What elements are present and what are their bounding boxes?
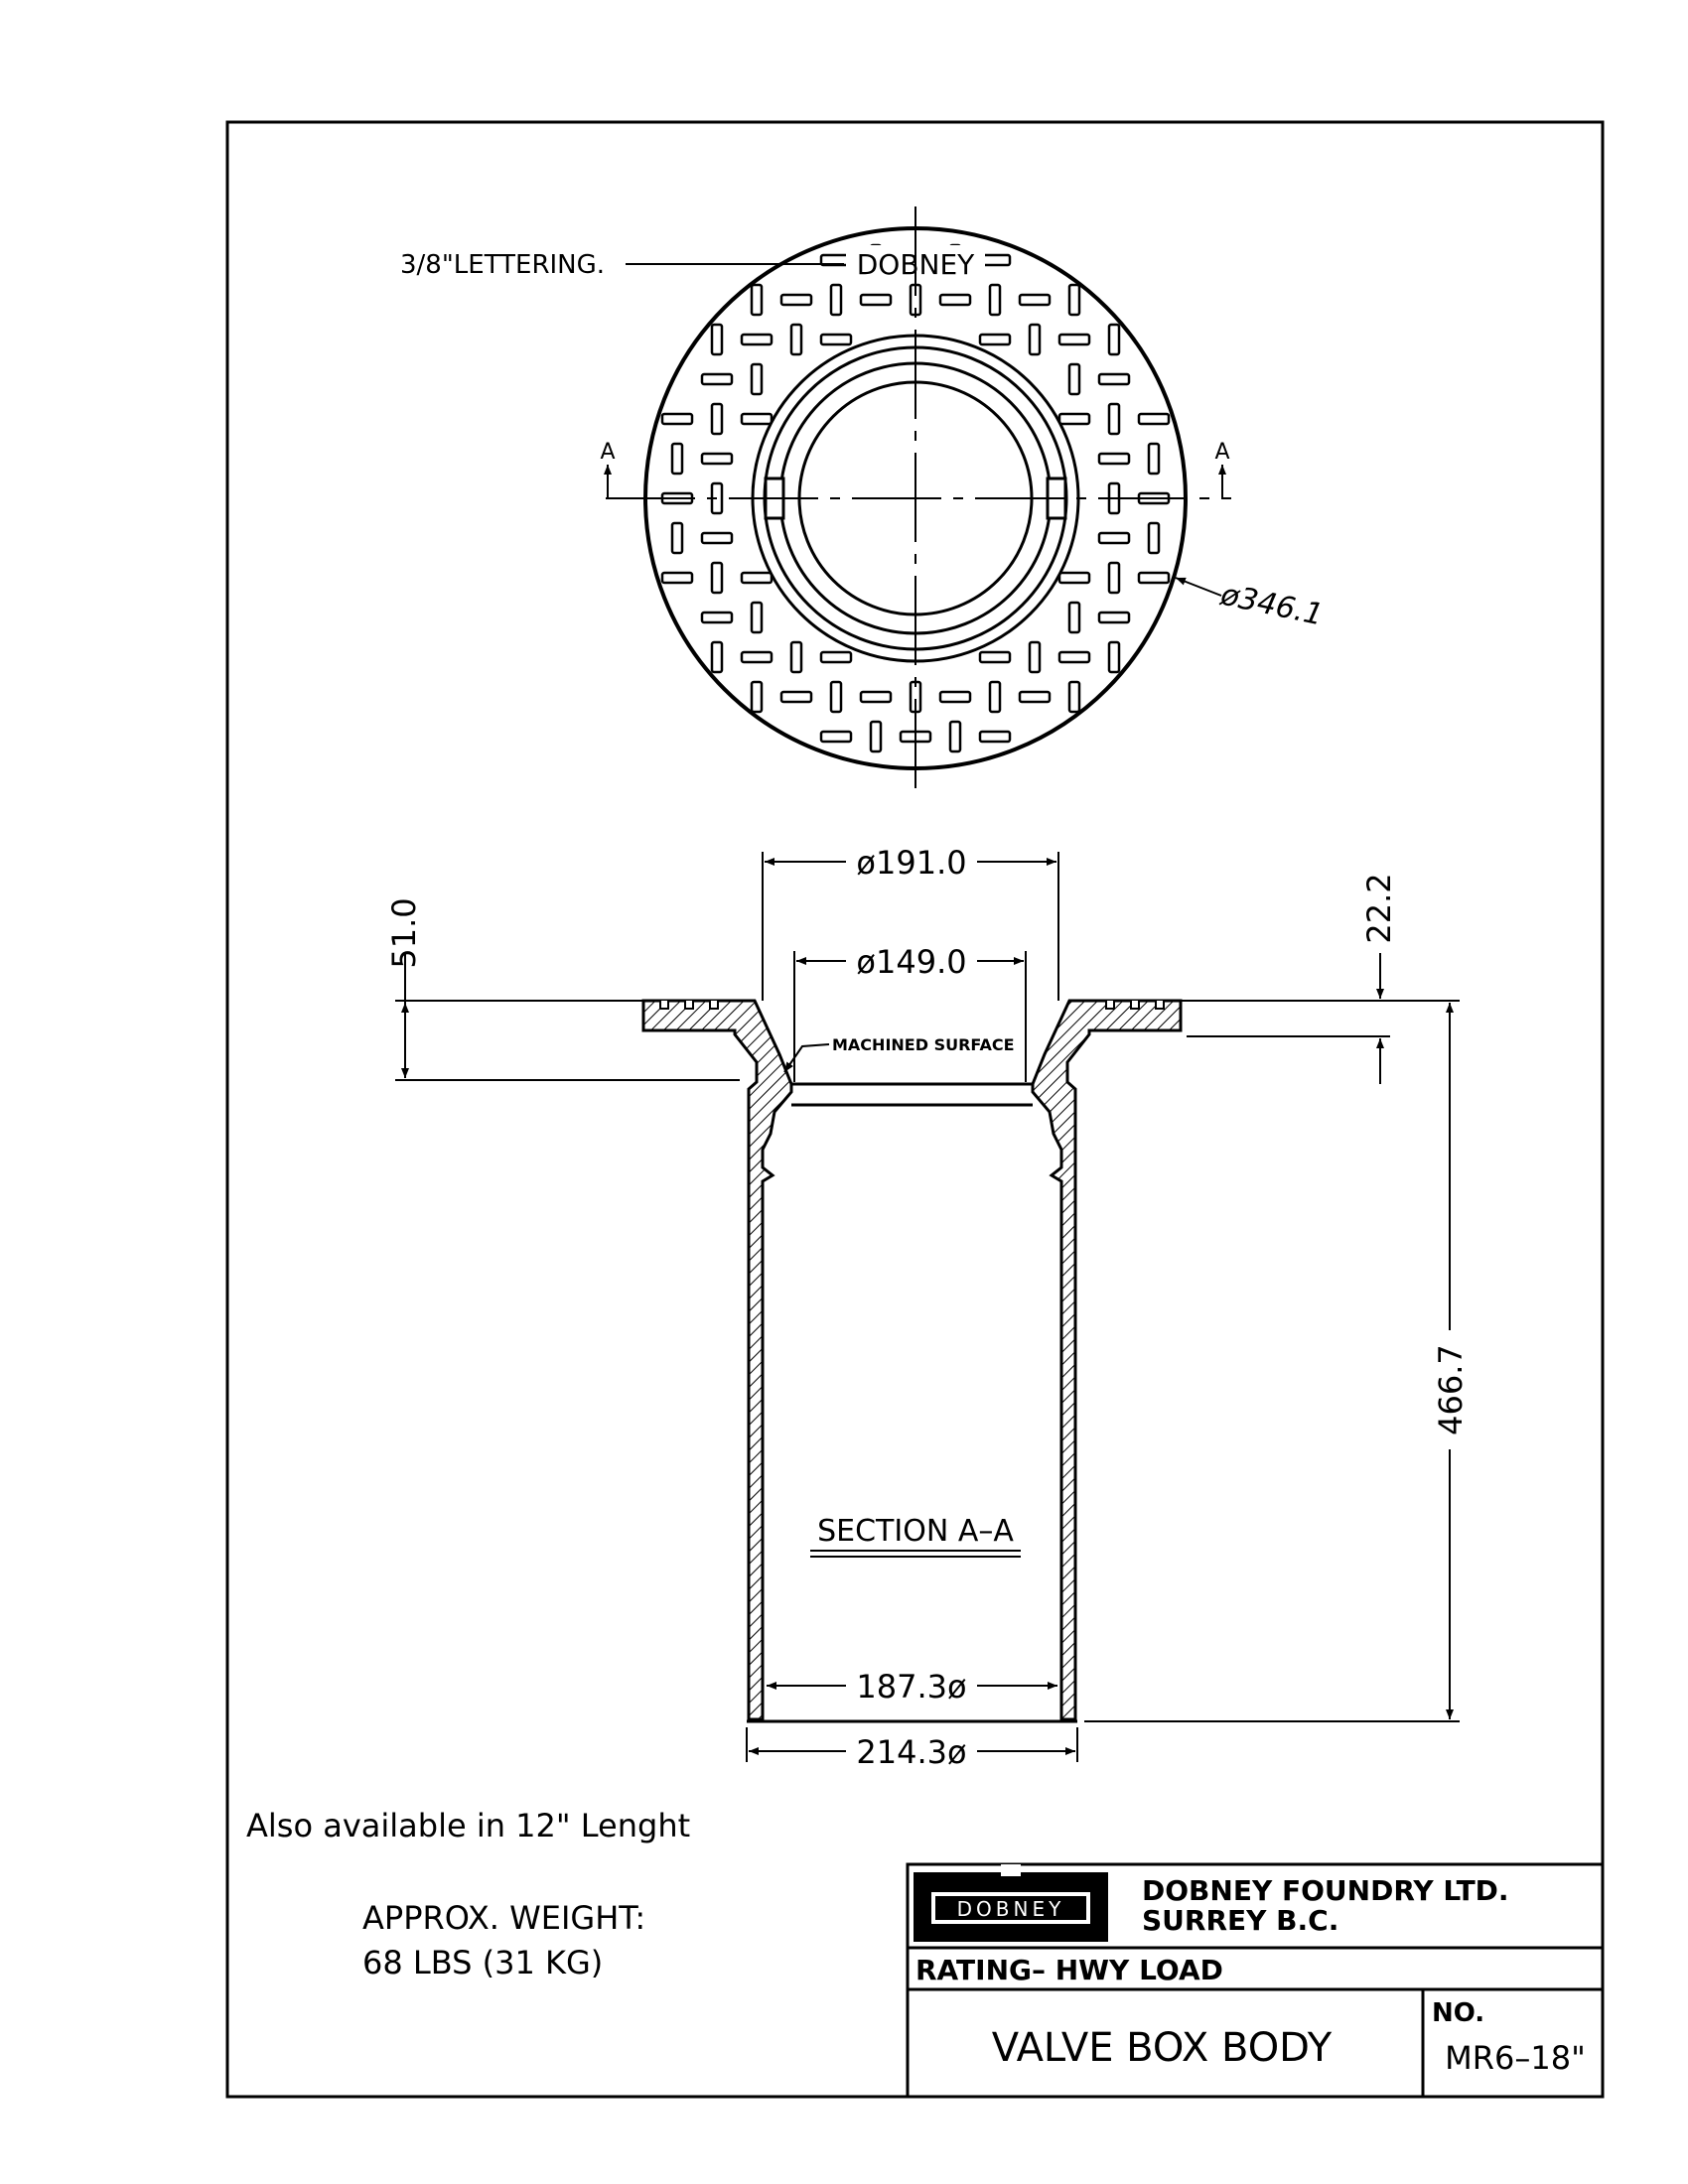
- tread-bar: [1149, 444, 1159, 474]
- tread-bar: [1069, 285, 1079, 315]
- tread-bar: [742, 414, 772, 424]
- tread-bar: [781, 295, 811, 305]
- company-location: SURREY B.C.: [1142, 1904, 1339, 1937]
- dobney-logo: [914, 1864, 1108, 1942]
- tread-bar: [752, 285, 762, 315]
- tread-bar: [950, 722, 960, 751]
- tread-bar: [1109, 563, 1119, 593]
- tread-bar: [1069, 364, 1079, 394]
- weight-value: 68 LBS (31 KG): [362, 1944, 604, 1981]
- dim-149-label: ø149.0: [856, 943, 967, 981]
- lettering-note: 3/8"LETTERING.: [400, 250, 606, 280]
- tread-bar: [861, 692, 891, 702]
- drawing-title: VALVE BOX BODY: [991, 2025, 1333, 2071]
- tread-bar: [702, 613, 732, 622]
- tread-bar: [871, 722, 881, 751]
- tread-bar: [712, 642, 722, 672]
- tread-bar: [1099, 374, 1129, 384]
- svg-text:DOBNEY: DOBNEY: [956, 1897, 1065, 1921]
- tread-bar: [662, 573, 692, 583]
- outer-diameter-leader: [1176, 578, 1221, 596]
- dim-187-label: 187.3ø: [856, 1668, 967, 1706]
- tread-bar: [781, 692, 811, 702]
- tread-bar: [990, 682, 1000, 712]
- tread-bar: [980, 652, 1010, 662]
- tread-bar: [1099, 613, 1129, 622]
- tread-bar: [940, 692, 970, 702]
- tread-bar: [1059, 652, 1089, 662]
- company-name: DOBNEY FOUNDRY LTD.: [1142, 1874, 1509, 1907]
- tread-bar: [861, 295, 891, 305]
- tread-bar: [752, 364, 762, 394]
- tread-bar: [1059, 414, 1089, 424]
- tread-bar: [712, 404, 722, 434]
- dim-22-label: 22.2: [1360, 873, 1398, 944]
- tread-bar: [1020, 295, 1050, 305]
- tread-bar: [1109, 325, 1119, 354]
- dim-214-label: 214.3ø: [856, 1733, 967, 1771]
- tread-bar: [1149, 523, 1159, 553]
- plan-view: [400, 206, 1327, 794]
- tread-bar: [1030, 642, 1040, 672]
- tread-bar: [712, 563, 722, 593]
- tread-bar: [1109, 642, 1119, 672]
- section-wall-left: [643, 1001, 791, 1719]
- tread-bar: [831, 285, 841, 315]
- tread-bar: [672, 444, 682, 474]
- tread-bar: [940, 295, 970, 305]
- tread-bar: [791, 642, 801, 672]
- tread-bar: [702, 533, 732, 543]
- tread-bar: [821, 732, 851, 742]
- dim-466-label: 466.7: [1432, 1344, 1470, 1435]
- tread-bar: [1109, 404, 1119, 434]
- section-marker-right-label: A: [1214, 440, 1230, 465]
- tread-bar: [791, 325, 801, 354]
- dim-51-label: 51.0: [385, 897, 423, 969]
- tread-bar: [990, 285, 1000, 315]
- tread-bar: [1139, 414, 1169, 424]
- tread-bar: [752, 682, 762, 712]
- tread-bar: [752, 603, 762, 632]
- tread-bar: [1139, 573, 1169, 583]
- tread-bar: [702, 374, 732, 384]
- weight-label: APPROX. WEIGHT:: [362, 1899, 646, 1937]
- drawing-no-value: MR6–18": [1445, 2039, 1586, 2077]
- tread-bar: [702, 454, 732, 464]
- tread-bar: [1059, 573, 1089, 583]
- tread-bar: [1059, 335, 1089, 344]
- section-wall-right: [1033, 1001, 1181, 1719]
- tread-bar: [672, 523, 682, 553]
- tread-bar: [742, 573, 772, 583]
- tread-bar: [742, 652, 772, 662]
- cover-lettering: DOBNEY: [856, 248, 975, 281]
- machined-leader: [784, 1044, 829, 1072]
- rating-label: RATING– HWY LOAD: [915, 1954, 1223, 1986]
- tread-bar: [821, 652, 851, 662]
- tread-bar: [1030, 325, 1040, 354]
- section-marker-left-label: A: [600, 440, 616, 465]
- tread-bar: [742, 335, 772, 344]
- tread-bar: [821, 335, 851, 344]
- tread-bar: [1099, 454, 1129, 464]
- section-title: SECTION A–A: [817, 1514, 1014, 1549]
- dim-191-label: ø191.0: [856, 844, 967, 882]
- outer-diameter-label: ø346.1: [1217, 577, 1327, 633]
- machined-note: MACHINED SURFACE: [832, 1035, 1015, 1054]
- tread-bar: [1020, 692, 1050, 702]
- availability-note: Also available in 12" Lenght: [246, 1807, 691, 1844]
- drawing-no-label: NO.: [1432, 1998, 1485, 2028]
- title-block: [908, 1864, 1603, 2097]
- tread-bar: [712, 325, 722, 354]
- tread-bar: [1099, 533, 1129, 543]
- tread-bar: [980, 335, 1010, 344]
- tread-bar: [662, 414, 692, 424]
- tread-bar: [831, 682, 841, 712]
- tread-bar: [980, 732, 1010, 742]
- section-view: [385, 844, 1470, 1771]
- tread-bar: [1069, 603, 1079, 632]
- tread-bar: [1069, 682, 1079, 712]
